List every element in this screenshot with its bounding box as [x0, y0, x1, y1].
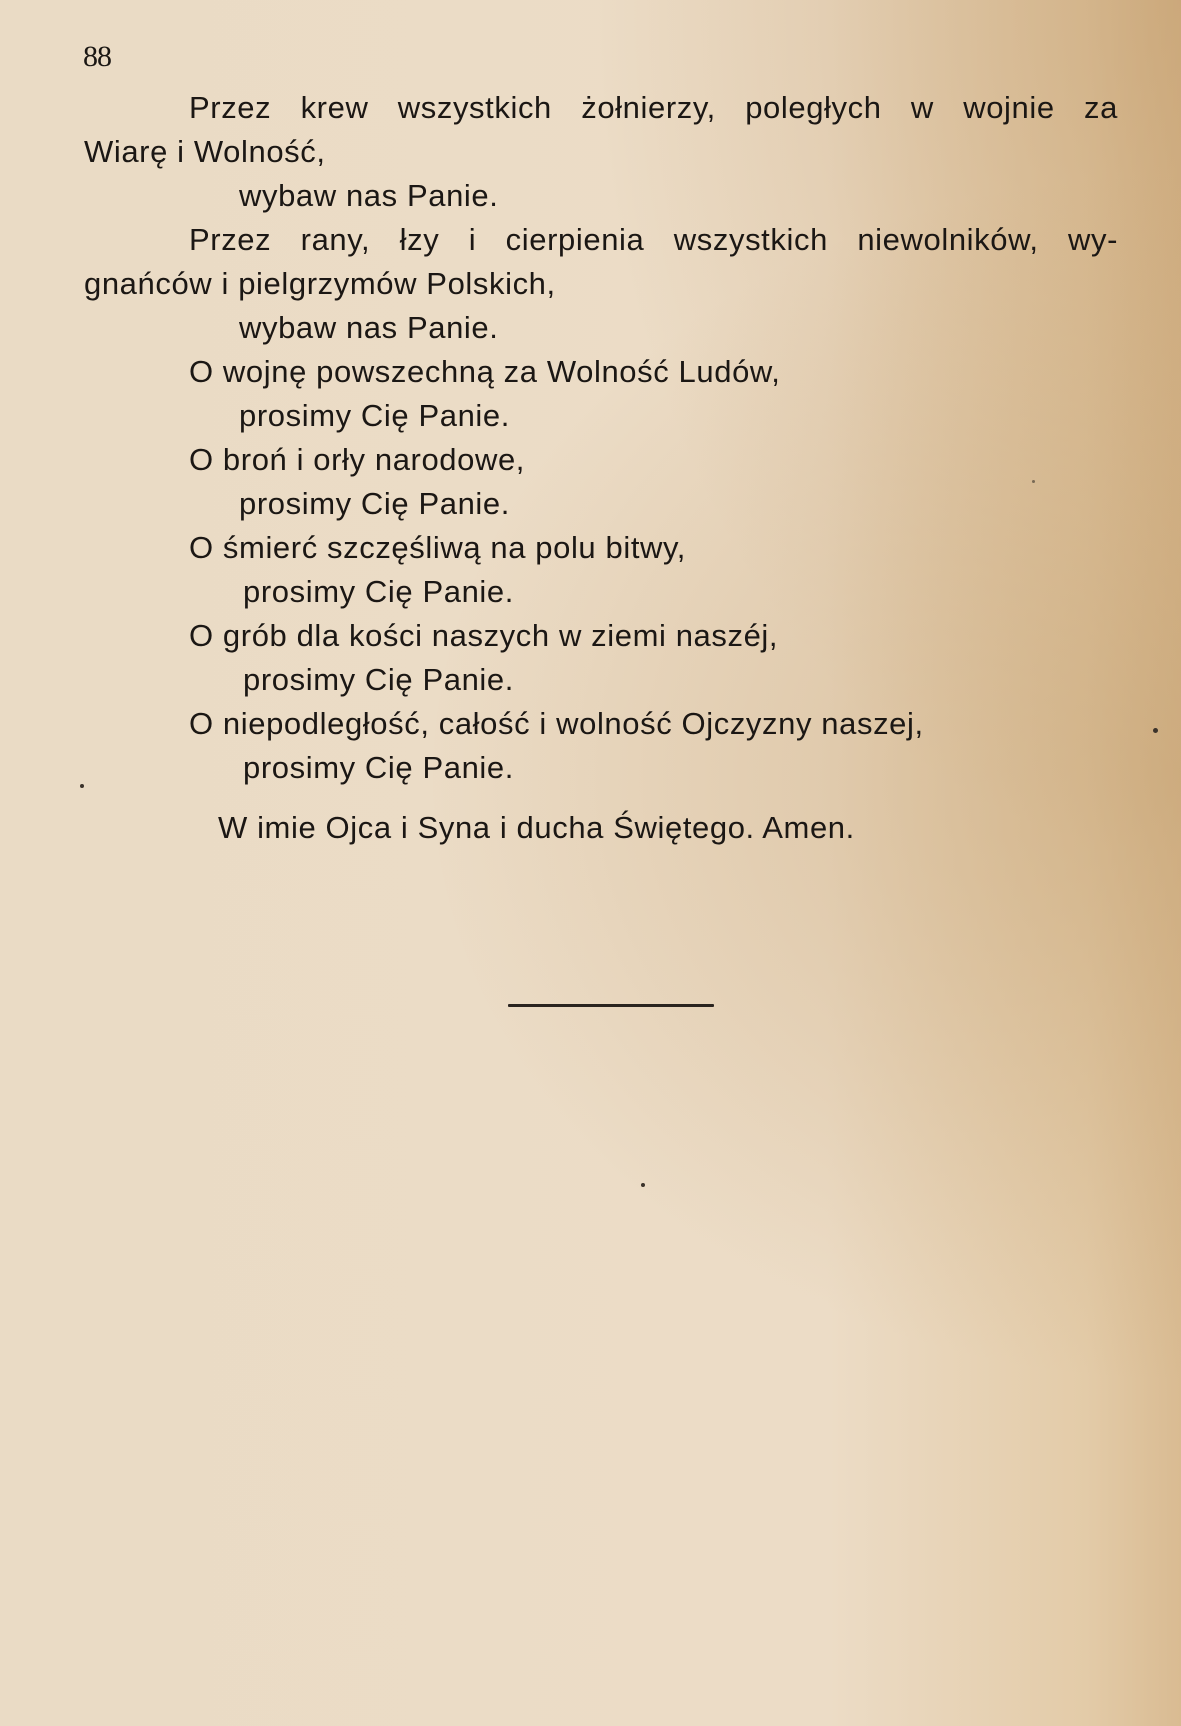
litany-line: Przez krew wszystkich żołnierzy, poległych w wojnie za [189, 90, 1118, 125]
litany-line: O broń i orły narodowe, [189, 442, 526, 477]
litany-line: O grób dla kości naszych w ziemi naszéj, [189, 618, 779, 653]
paper-speck [1153, 728, 1158, 733]
paper-speck [1032, 480, 1035, 483]
response-line: wybaw nas Panie. [239, 178, 499, 213]
litany-line: Przez rany, łzy i cierpienia wszystkich niewolników, wy- [189, 222, 1118, 257]
litany-text [84, 86, 1118, 790]
section-divider [508, 1004, 714, 1007]
page-number: 88 [83, 40, 111, 73]
closing-line: W imie Ojca i Syna i ducha Świętego. Amen. [218, 810, 855, 845]
response-line: prosimy Cię Panie. [243, 750, 514, 785]
response-line: prosimy Cię Panie. [243, 574, 514, 609]
response-line: prosimy Cię Panie. [239, 486, 510, 521]
paper-speck [80, 784, 84, 788]
response-line: prosimy Cię Panie. [239, 398, 510, 433]
litany-line: gnańców i pielgrzymów Polskich, [84, 266, 556, 301]
litany-line: O niepodległość, całość i wolność Ojczyzny naszej, [189, 706, 924, 741]
response-line: wybaw nas Panie. [239, 310, 499, 345]
paper-speck [641, 1183, 645, 1187]
litany-line: O wojnę powszechną za Wolność Ludów, [189, 354, 781, 389]
response-line: prosimy Cię Panie. [243, 662, 514, 697]
litany-line: Wiarę i Wolność, [84, 134, 326, 169]
litany-line: O śmierć szczęśliwą na polu bitwy, [189, 530, 687, 565]
